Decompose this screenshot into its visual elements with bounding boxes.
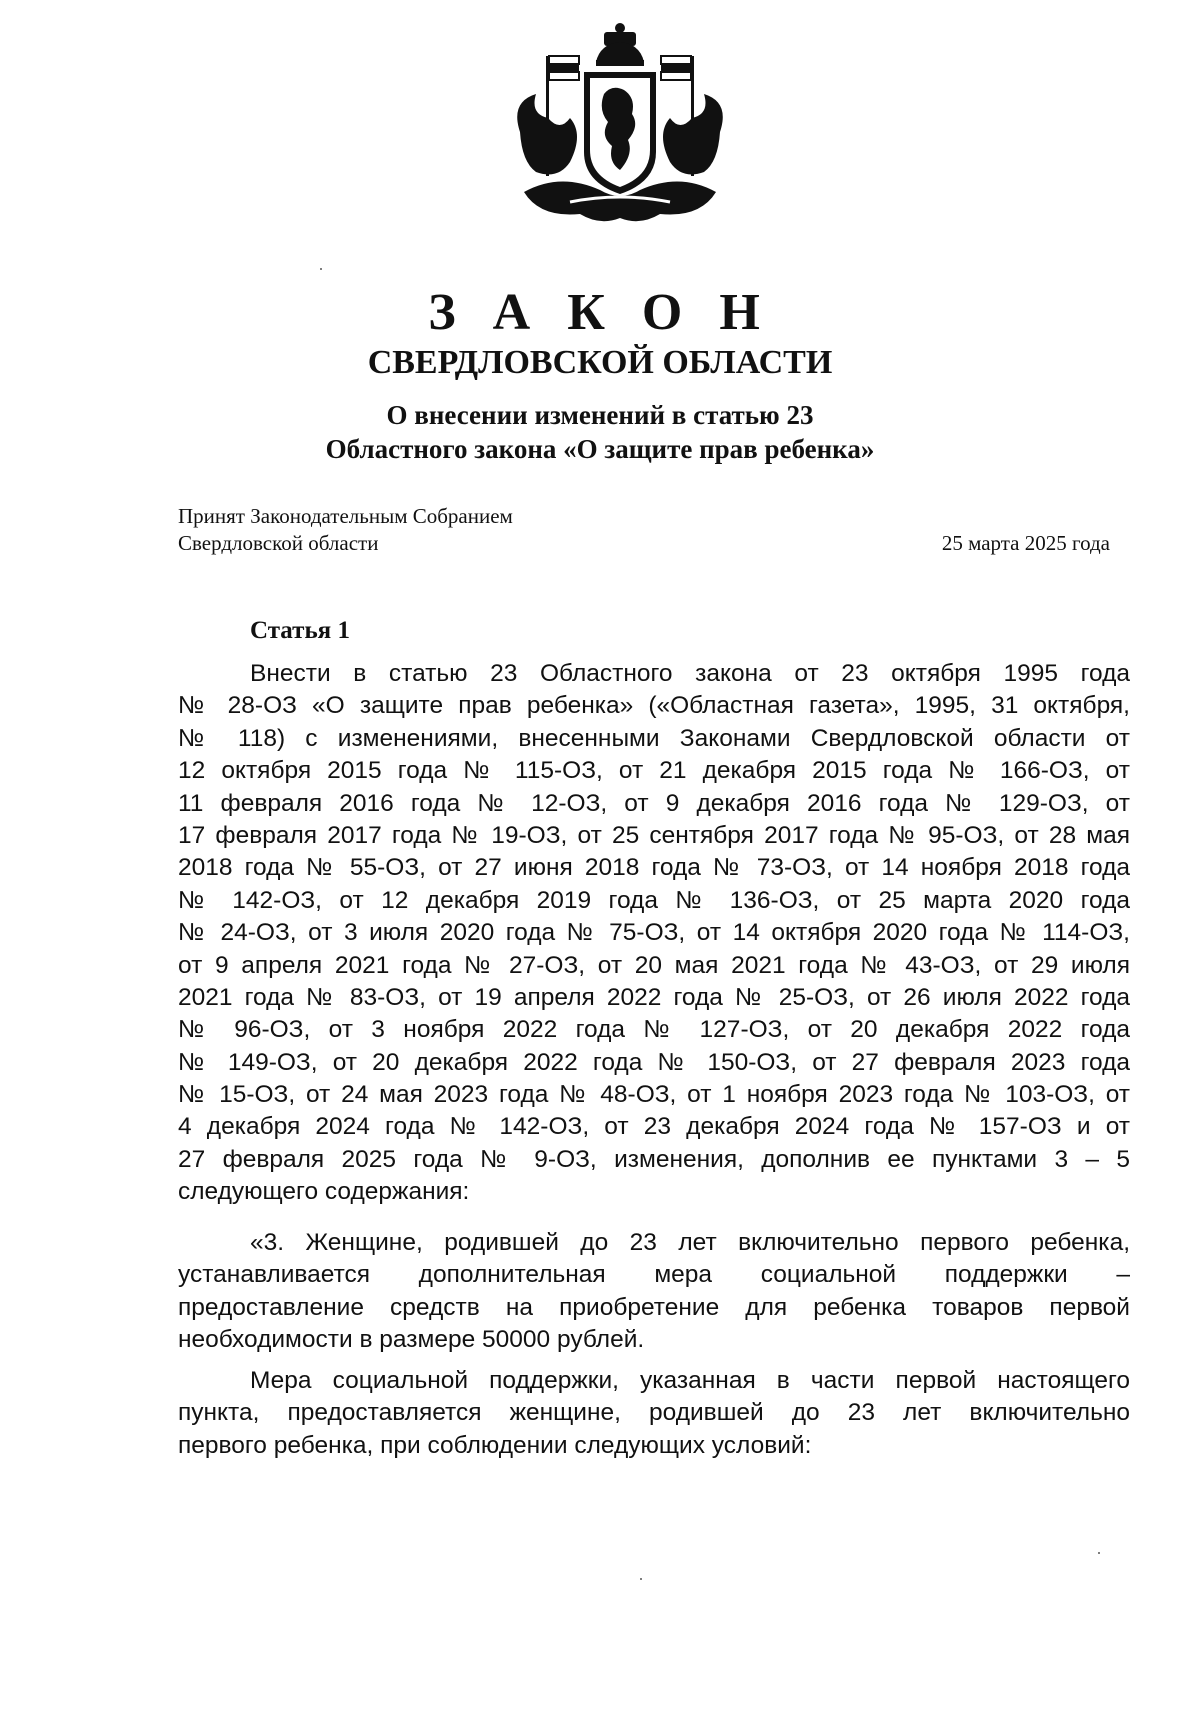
adoption-line: Свердловской области xyxy=(178,531,379,555)
paragraph-line: № 24-ОЗ, от 3 июля 2020 года № 75-ОЗ, от 14 октября 2020 года № 114-ОЗ, xyxy=(178,919,1130,947)
article-paragraph-3 xyxy=(178,1365,1130,1462)
article-paragraph-1 xyxy=(178,658,1130,1209)
article-heading: Статья 1 xyxy=(250,617,350,644)
paragraph-line: 17 февраля 2017 года № 19-ОЗ, от 25 сентября 2017 года № 95-ОЗ, от 28 мая xyxy=(178,821,1130,849)
paragraph-line: Мера социальной поддержки, указанная в части первой настоящего xyxy=(250,1367,1130,1394)
scan-speck xyxy=(1098,1552,1100,1554)
paragraph-line: № 118) с изменениями, внесенными Законами Свердловской области от xyxy=(178,724,1130,752)
paragraph-line: пункта, предоставляется женщине, родившей до 23 лет включительно xyxy=(178,1399,1130,1427)
document-title: З А К О Н xyxy=(428,284,772,341)
scan-speck xyxy=(320,268,322,270)
paragraph-line: 4 декабря 2024 года № 142-ОЗ, от 23 декабря 2024 года № 157-ОЗ и от xyxy=(178,1113,1130,1141)
paragraph-line: 11 февраля 2016 года № 12-ОЗ, от 9 декабря 2016 года № 129-ОЗ, от xyxy=(178,789,1130,817)
paragraph-line: первого ребенка, при соблюдении следующих условий: xyxy=(178,1431,812,1459)
paragraph-line: от 9 апреля 2021 года № 27-ОЗ, от 20 мая 2021 года № 43-ОЗ, от 29 июля xyxy=(178,951,1130,979)
scan-speck xyxy=(640,1578,642,1580)
adoption-date: 25 марта 2025 года xyxy=(941,531,1110,555)
paragraph-line: № 142-ОЗ, от 12 декабря 2019 года № 136-ОЗ, от 25 марта 2020 года xyxy=(178,886,1130,914)
document-region: СВЕРДЛОВСКОЙ ОБЛАСТИ xyxy=(367,344,833,381)
paragraph-line: Внести в статью 23 Областного закона от 23 октября 1995 года xyxy=(250,660,1130,687)
subject-line: О внесении изменений в статью 23 xyxy=(386,400,814,430)
paragraph-line: устанавливается дополнительная мера социальной поддержки – xyxy=(178,1261,1130,1289)
coat-of-arms-emblem xyxy=(500,22,740,232)
paragraph-line: № 96-ОЗ, от 3 ноября 2022 года № 127-ОЗ, от 20 декабря 2022 года xyxy=(178,1016,1130,1044)
paragraph-line: «3. Женщине, родившей до 23 лет включительно первого ребенка, xyxy=(250,1229,1130,1256)
subject-line: Областного закона «О защите прав ребенка» xyxy=(325,434,875,464)
paragraph-line: следующего содержания: xyxy=(178,1178,470,1206)
paragraph-line: 2021 года № 83-ОЗ, от 19 апреля 2022 года № 25-ОЗ, от 26 июля 2022 года xyxy=(178,983,1130,1011)
paragraph-line: предоставление средств на приобретение для ребенка товаров первой xyxy=(178,1293,1130,1321)
paragraph-line: необходимости в размере 50000 рублей. xyxy=(178,1326,645,1354)
paragraph-line: 27 февраля 2025 года № 9-ОЗ, изменения, дополнив ее пунктами 3 – 5 xyxy=(178,1145,1130,1173)
article-paragraph-2 xyxy=(178,1227,1130,1357)
document-subject xyxy=(0,398,1200,466)
paragraph-line: № 149-ОЗ, от 20 декабря 2022 года № 150-ОЗ, от 27 февраля 2023 года xyxy=(178,1048,1130,1076)
paragraph-line: 2018 года № 55-ОЗ, от 27 июня 2018 года № 73-ОЗ, от 14 ноября 2018 года xyxy=(178,854,1130,882)
adoption-note xyxy=(178,503,513,557)
paragraph-line: № 28-ОЗ «О защите прав ребенка» («Областная газета», 1995, 31 октября, xyxy=(178,692,1130,720)
paragraph-line: № 15-ОЗ, от 24 мая 2023 года № 48-ОЗ, от 1 ноября 2023 года № 103-ОЗ, от xyxy=(178,1081,1130,1109)
paragraph-line: 12 октября 2015 года № 115-ОЗ, от 21 декабря 2015 года № 166-ОЗ, от xyxy=(178,757,1130,785)
adoption-line: Принят Законодательным Собранием xyxy=(178,504,513,528)
